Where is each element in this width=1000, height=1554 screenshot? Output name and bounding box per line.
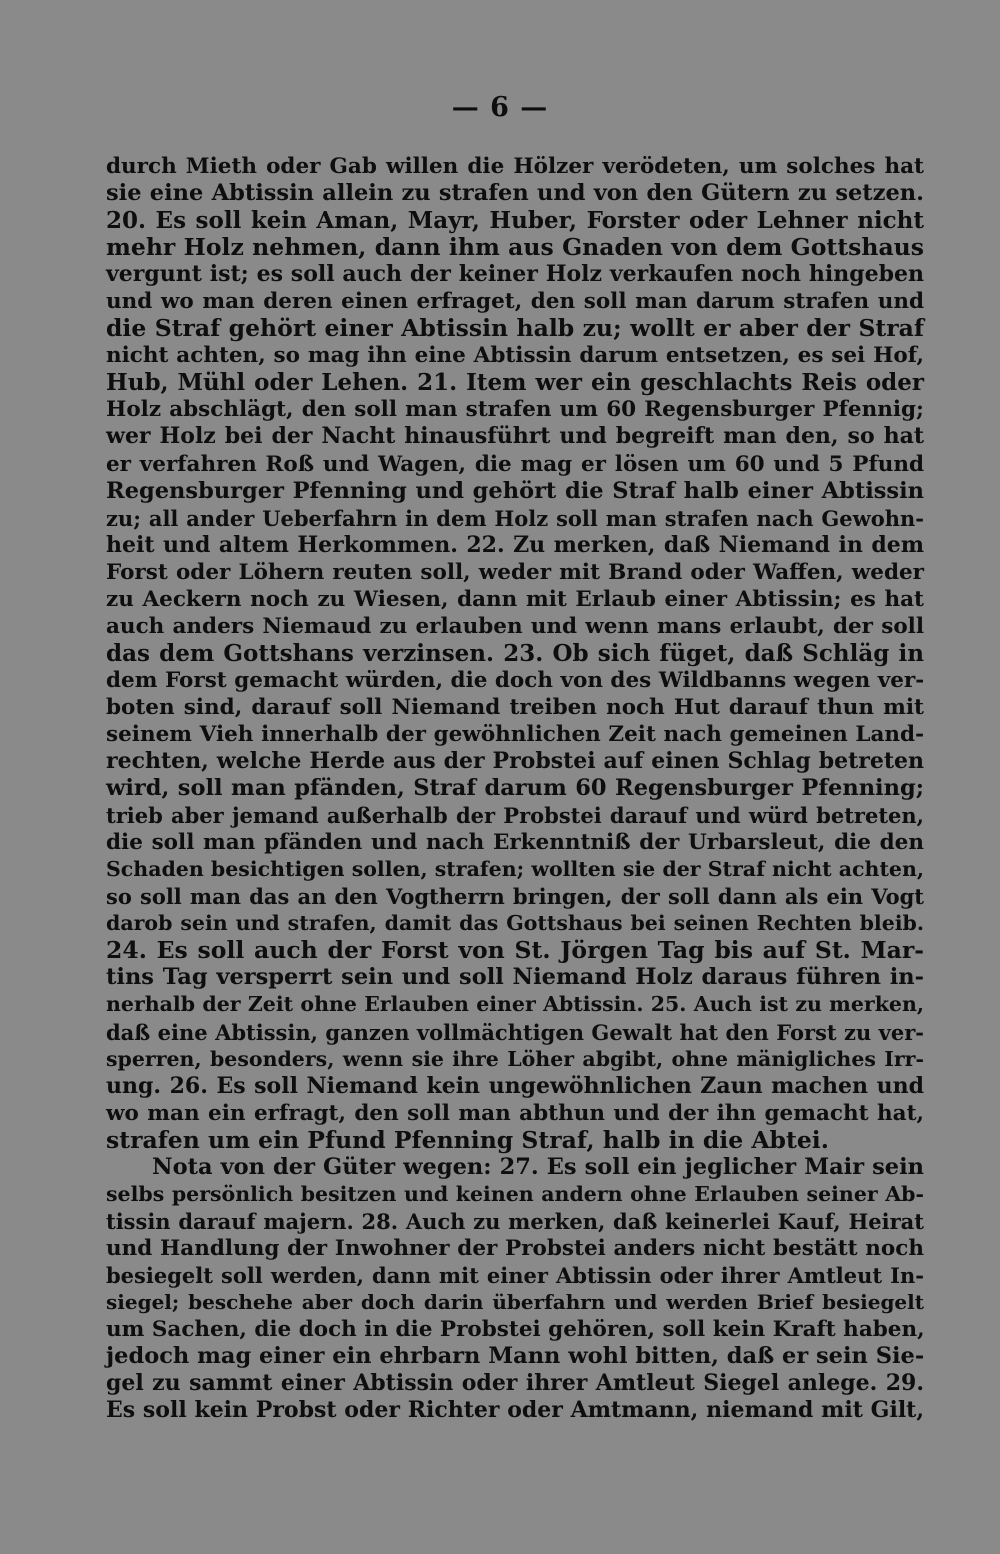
text-line: nerhalb der Zeit ohne Erlauben einer Abtissin. 25. Auch ist zu merken,: [106, 992, 924, 1017]
text-line: die soll man pfänden und nach Erkenntniß der Urbarsleut, die den: [106, 830, 924, 856]
text-line: ung. 26. Es soll Niemand kein ungewöhnlichen Zaun machen und: [106, 1072, 924, 1099]
text-line: auch anders Niemaud zu erlauben und wenn mans erlaubt, der soll: [106, 613, 924, 639]
text-line: Holz abschlägt, den soll man strafen um 60 Regensburger Pfennig;: [106, 397, 924, 423]
text-line: heit und altem Herkommen. 22. Zu merken, daß Niemand in dem: [106, 531, 924, 558]
body-text: [106, 153, 924, 1424]
text-line: seinem Vieh innerhalb der gewöhnlichen Zeit nach gemeinen Land-: [106, 721, 924, 747]
text-line: 20. Es soll kein Aman, Mayr, Huber, Forster oder Lehner nicht: [106, 207, 924, 235]
text-line: dem Forst gemacht würden, die doch von des Wildbanns wegen ver-: [106, 667, 925, 693]
text-line: strafen um ein Pfund Pfenning Straf, halb in die Abtei.: [106, 1125, 829, 1154]
text-line: trieb aber jemand außerhalb der Probstei darauf und würd betreten,: [106, 803, 924, 829]
text-line: sie eine Abtissin allein zu strafen und von den Gütern zu setzen.: [106, 180, 924, 207]
text-line: er verfahren Roß und Wagen, die mag er lösen um 60 und 5 Pfund: [106, 451, 924, 477]
text-line: Hub, Mühl oder Lehen. 21. Item wer ein geschlachts Reis oder: [106, 369, 924, 397]
text-line: daß eine Abtissin, ganzen vollmächtigen Gewalt hat den Forst zu ver-: [106, 1019, 924, 1045]
text-line: tissin darauf majern. 28. Auch zu merken, daß keinerlei Kauf, Heirat: [106, 1208, 924, 1234]
text-line: jedoch mag einer ein ehrbarn Mann wohl bitten, daß er sein Sie-: [106, 1343, 925, 1370]
text-line: besiegelt soll werden, dann mit einer Abtissin oder ihrer Amtleut In-: [106, 1262, 924, 1288]
text-line: vergunt ist; es soll auch der keiner Holz verkaufen noch hingeben: [106, 261, 924, 288]
text-line: die Straf gehört einer Abtissin halb zu; wollt er aber der Straf: [106, 314, 924, 343]
text-line: das dem Gottshans verzinsen. 23. Ob sich füget, daß Schläg in: [106, 639, 924, 667]
text-line: und Handlung der Inwohner der Probstei anders nicht bestätt noch: [106, 1235, 924, 1261]
text-line: 24. Es soll auch der Forst von St. Jörgen Tag bis auf St. Mar-: [106, 936, 924, 965]
text-line: durch Mieth oder Gab willen die Hölzer verödeten, um solches hat: [106, 154, 924, 179]
text-line: nicht achten, so mag ihn eine Abtissin darum entsetzen, es sei Hof,: [106, 343, 924, 369]
text-line: darob sein und strafen, damit das Gottshaus bei seinen Rechten bleib.: [106, 911, 924, 936]
text-line: boten sind, darauf soll Niemand treiben noch Hut darauf thun mit: [106, 694, 924, 720]
page-number: — 6 —: [451, 92, 549, 123]
text-line: um Sachen, die doch in die Probstei gehören, soll kein Kraft haben,: [106, 1317, 925, 1343]
text-line: siegel; beschehe aber doch darin überfahrn und werden Brief besiegelt: [106, 1289, 924, 1314]
text-line: selbs persönlich besitzen und keinen andern ohne Erlauben seiner Ab-: [106, 1181, 924, 1206]
text-line: wo man ein erfragt, den soll man abthun und der ihn gemacht hat,: [106, 1100, 924, 1126]
text-line: Regensburger Pfenning und gehört die Straf halb einer Abtissin: [106, 477, 924, 504]
text-line: wird, soll man pfänden, Straf darum 60 Regensburger Pfenning;: [106, 775, 924, 802]
text-line: Nota von der Güter wegen: 27. Es soll ein jeglicher Mair sein: [152, 1153, 924, 1180]
text-line: rechten, welche Herde aus der Probstei auf einen Schlag betreten: [106, 748, 924, 775]
text-line: und wo man deren einen erfraget, den soll man darum strafen und: [106, 289, 924, 315]
text-line: Forst oder Löhern reuten soll, weder mit Brand oder Waffen, weder: [106, 559, 924, 585]
text-line: zu Aeckern noch zu Wiesen, dann mit Erlaub einer Abtissin; es hat: [106, 586, 924, 612]
text-line: Es soll kein Probst oder Richter oder Amtmann, niemand mit Gilt,: [106, 1397, 924, 1424]
text-line: tins Tag versperrt sein und soll Niemand Holz daraus führen in-: [106, 964, 924, 991]
text-line: wer Holz bei der Nacht hinausführt und begreift man den, so hat: [106, 423, 924, 450]
text-line: gel zu sammt einer Abtissin oder ihrer Amtleut Siegel anlege. 29.: [106, 1370, 924, 1397]
text-line: sperren, besonders, wenn sie ihre Löher abgibt, ohne mänigliches Irr-: [106, 1046, 924, 1071]
text-line: mehr Holz nehmen, dann ihm aus Gnaden von dem Gottshaus: [106, 233, 924, 262]
text-line: Schaden besichtigen sollen, strafen; wollten sie der Straf nicht achten,: [106, 857, 924, 882]
text-line: so soll man das an den Vogtherrn bringen, der soll dann als ein Vogt: [106, 884, 924, 910]
text-line: zu; all ander Ueberfahrn in dem Holz soll man strafen nach Gewohn-: [106, 505, 924, 531]
